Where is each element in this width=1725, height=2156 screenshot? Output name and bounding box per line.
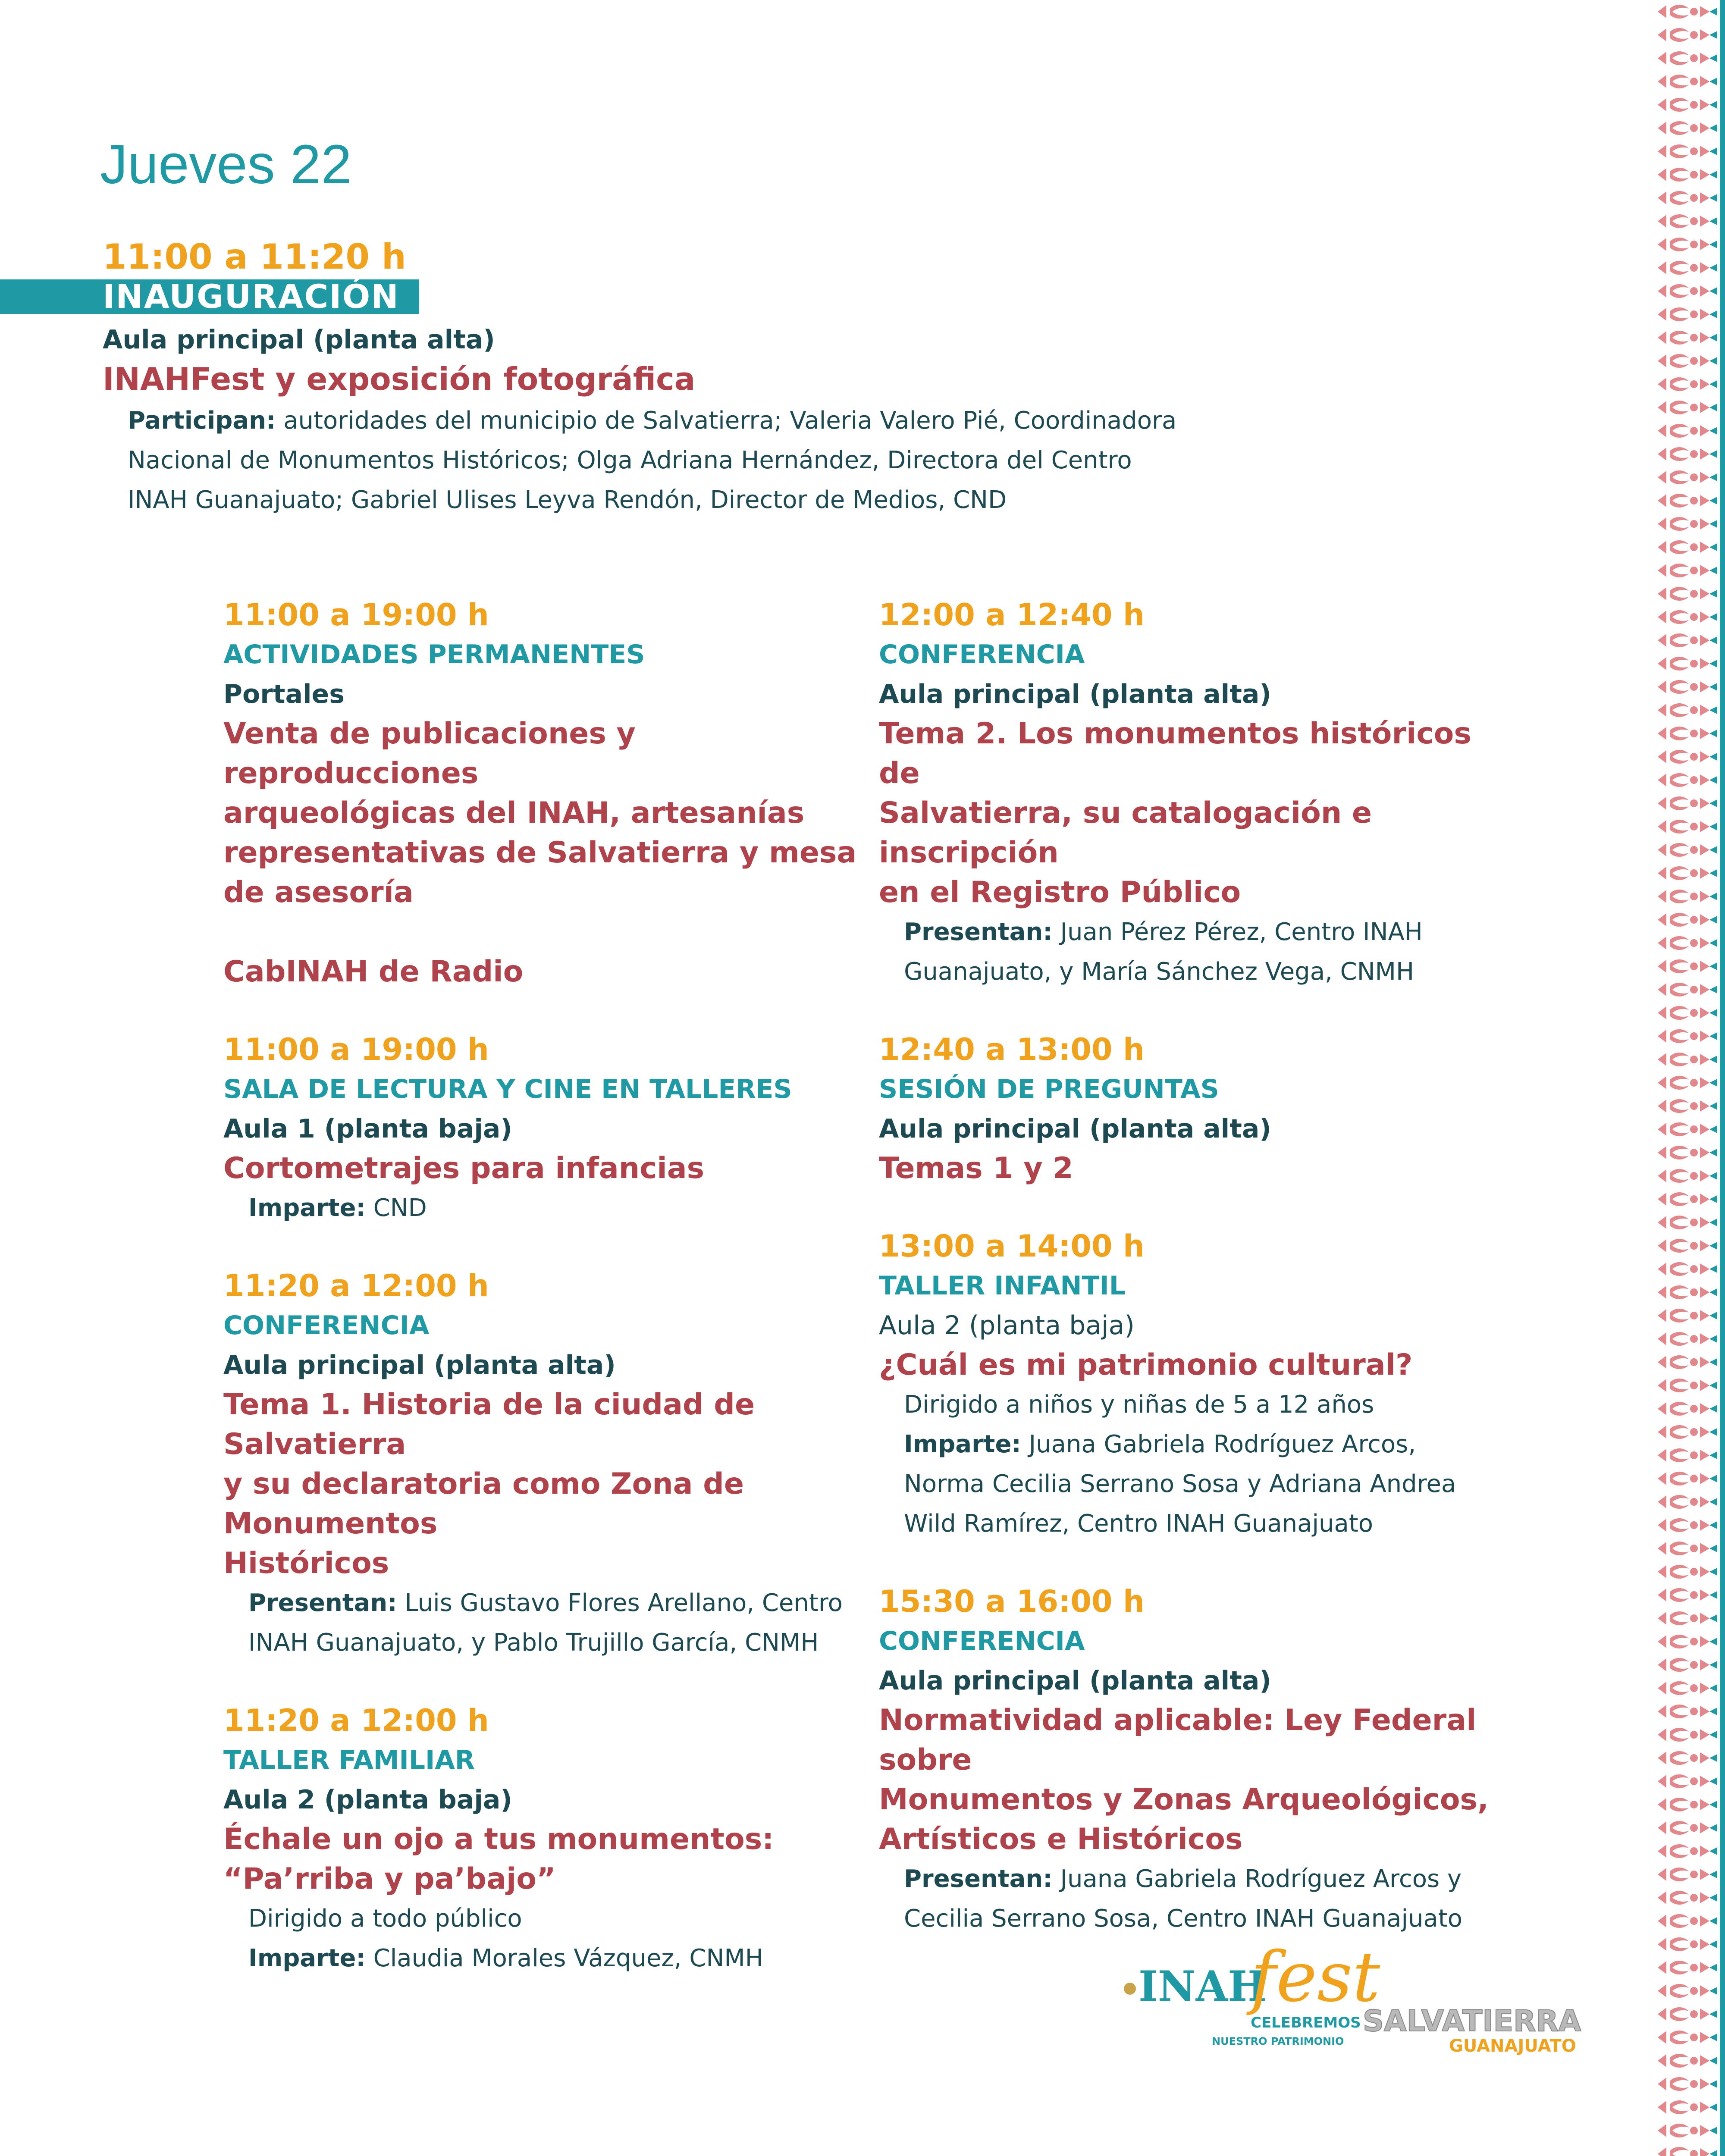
- event-time: 11:20 a 12:00 h: [223, 1268, 489, 1304]
- event-detail: [223, 1939, 862, 1978]
- event-kids-workshop: [879, 1226, 1517, 1544]
- event-detail: Cecilia Serrano Sosa, Centro INAH Guanajuato: [904, 1905, 1463, 1933]
- schedule-left-column: [223, 595, 862, 2016]
- detail-label: Imparte:: [248, 1944, 366, 1972]
- event-permanent-activities: [223, 595, 862, 992]
- event-place: Aula principal (planta alta): [879, 1666, 1271, 1696]
- event-title: en el Registro Público: [879, 875, 1241, 909]
- event-type: CONFERENCIA: [879, 1626, 1085, 1656]
- event-family-workshop: [223, 1701, 862, 1978]
- event-type: ACTIVIDADES PERMANENTES: [223, 639, 645, 670]
- event-time: 11:20 a 12:00 h: [223, 1703, 489, 1738]
- event-conference-2: [879, 595, 1517, 992]
- inauguration-title: INAHFest y exposición fotográfica: [103, 361, 696, 397]
- event-type: CONFERENCIA: [223, 1310, 430, 1341]
- detail-label: Presentan:: [904, 918, 1053, 946]
- event-time: 13:00 a 14:00 h: [879, 1228, 1145, 1264]
- event-title: y su declaratoria como Zona de Monumentos: [223, 1467, 744, 1541]
- event-title: Normatividad aplicable: Ley Federal sobre: [879, 1703, 1477, 1777]
- event-title: ¿Cuál es mi patrimonio cultural?: [879, 1348, 1413, 1382]
- detail-text: Claudia Morales Vázquez, CNMH: [365, 1944, 763, 1972]
- page-title: Jueves 22: [100, 134, 352, 195]
- inauguration-place: Aula principal (planta alta): [103, 325, 495, 355]
- event-detail: Norma Cecilia Serrano Sosa y Adriana Andrea: [904, 1470, 1456, 1498]
- inauguration-time: 11:00 a 11:20 h: [103, 237, 406, 277]
- event-title: Échale un ojo a tus monumentos:: [223, 1822, 774, 1856]
- event-detail: [223, 1583, 862, 1623]
- event-title: arqueológicas del INAH, artesanías: [223, 796, 805, 830]
- logo-tagline-1: CELEBREMOS: [1251, 2014, 1361, 2031]
- event-detail: Wild Ramírez, Centro INAH Guanajuato: [904, 1510, 1374, 1538]
- event-place: Aula 2 (planta baja): [879, 1310, 1135, 1341]
- event-place: Aula principal (planta alta): [879, 679, 1271, 709]
- participants-line: Nacional de Monumentos Históricos; Olga Adriana Hernández, Directora del Centro: [128, 446, 1132, 474]
- event-detail: Guanajuato, y María Sánchez Vega, CNMH: [904, 958, 1414, 986]
- detail-text: Juana Gabriela Rodríguez Arcos y: [1052, 1865, 1462, 1893]
- detail-label: Imparte:: [248, 1194, 366, 1222]
- logo-tagline-2: NUESTRO PATRIMONIO: [1212, 2035, 1344, 2047]
- event-title: Tema 1. Historia de la ciudad de Salvatierra: [223, 1388, 755, 1461]
- event-detail: [879, 1425, 1517, 1464]
- event-title: Cortometrajes para infancias: [223, 1151, 705, 1185]
- detail-text: Juan Pérez Pérez, Centro INAH: [1052, 918, 1423, 946]
- event-place: Aula 2 (planta baja): [223, 1785, 512, 1815]
- schedule-right-column: [879, 595, 1517, 1977]
- event-questions: [879, 1030, 1517, 1188]
- event-type: SALA DE LECTURA Y CINE EN TALLERES: [223, 1074, 792, 1104]
- inahfest-logo: [1121, 1915, 1380, 2057]
- event-title: Monumentos y Zonas Arqueológicos,: [879, 1783, 1489, 1817]
- event-type: TALLER INFANTIL: [879, 1271, 1126, 1301]
- event-title: Tema 2. Los monumentos históricos de: [879, 717, 1471, 790]
- event-title: “Pa’rriba y pa’bajo”: [223, 1862, 556, 1896]
- event-time: 11:00 a 19:00 h: [223, 597, 489, 633]
- event-title: Artísticos e Históricos: [879, 1822, 1243, 1856]
- logo-salvatierra-text: SALVATIERRA: [1363, 2004, 1581, 2038]
- event-detail: [223, 1188, 862, 1228]
- logo-fest-text: fest: [1251, 1937, 1380, 2017]
- event-title: Temas 1 y 2: [879, 1151, 1073, 1185]
- event-title: Históricos: [223, 1546, 389, 1580]
- logo-inah-text: INAH: [1138, 1962, 1267, 2011]
- event-time: 15:30 a 16:00 h: [879, 1584, 1145, 1619]
- detail-text: CND: [365, 1194, 427, 1222]
- event-place: Aula 1 (planta baja): [223, 1114, 512, 1144]
- event-place: Aula principal (planta alta): [879, 1114, 1271, 1144]
- inauguration-participants: [128, 401, 1206, 520]
- event-time: 12:40 a 13:00 h: [879, 1032, 1145, 1067]
- event-conference-3: [879, 1582, 1517, 1939]
- event-time: 12:00 a 12:40 h: [879, 597, 1145, 633]
- event-audience: Dirigido a niños y niñas de 5 a 12 años: [904, 1391, 1374, 1419]
- event-place: Aula principal (planta alta): [223, 1350, 616, 1380]
- detail-text: Luis Gustavo Flores Arellano, Centro: [397, 1589, 843, 1617]
- salvatierra-logo: [1363, 2001, 1596, 2057]
- event-place: Portales: [223, 679, 345, 709]
- event-detail: [879, 912, 1517, 952]
- event-conference-1: [223, 1266, 862, 1663]
- event-subtitle: CabINAH de Radio: [223, 955, 524, 989]
- participants-line: autoridades del municipio de Salvatierra; Valeria Valero Pié, Coordinadora: [276, 407, 1177, 435]
- event-reading-room: [223, 1030, 862, 1228]
- event-title: representativas de Salvatierra y mesa: [223, 836, 857, 870]
- logo-guanajuato-text: GUANAJUATO: [1449, 2036, 1576, 2056]
- event-title: Venta de publicaciones y reproducciones: [223, 717, 636, 790]
- event-type: SESIÓN DE PREGUNTAS: [879, 1074, 1219, 1104]
- decorative-border: [1655, 0, 1725, 2156]
- detail-label: Imparte:: [904, 1430, 1021, 1458]
- event-title: Salvatierra, su catalogación e inscripción: [879, 796, 1372, 870]
- inauguration-label: INAUGURACIÓN: [103, 277, 399, 316]
- detail-label: Presentan:: [248, 1589, 397, 1617]
- detail-label: Presentan:: [904, 1865, 1053, 1893]
- event-type: TALLER FAMILIAR: [223, 1745, 475, 1775]
- event-detail: [879, 1859, 1517, 1899]
- event-time: 11:00 a 19:00 h: [223, 1032, 489, 1067]
- participants-label: Participan:: [128, 407, 276, 435]
- event-type: CONFERENCIA: [879, 639, 1085, 670]
- participants-line: INAH Guanajuato; Gabriel Ulises Leyva Rendón, Director de Medios, CND: [128, 486, 1007, 514]
- detail-text: Juana Gabriela Rodríguez Arcos,: [1021, 1430, 1416, 1458]
- event-title: de asesoría: [223, 875, 414, 909]
- event-detail: INAH Guanajuato, y Pablo Trujillo García, CNMH: [248, 1629, 819, 1657]
- event-audience: Dirigido a todo público: [248, 1905, 522, 1933]
